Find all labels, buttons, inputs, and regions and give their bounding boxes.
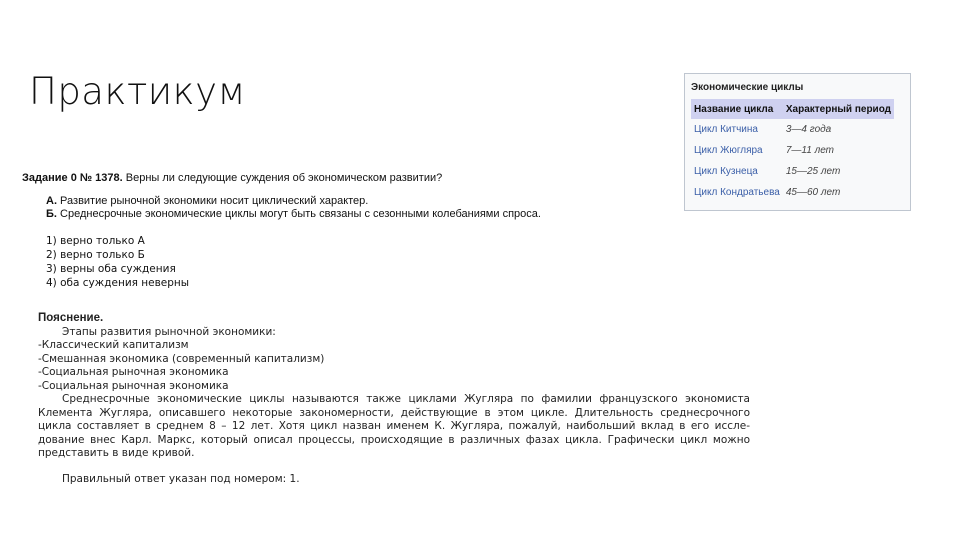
stage-item: -Социальная рыночная экономика [38, 379, 229, 392]
table-row [691, 119, 894, 140]
task-question: Верны ли следующие суждения об экономическом развитии? [122, 172, 443, 184]
table-header-row [691, 99, 894, 119]
header-cycle-name: Название цикла [691, 99, 783, 119]
cycle-name-link[interactable]: Цикл Кузнеца [694, 166, 758, 177]
cycle-name-link[interactable]: Цикл Жюгляра [694, 145, 763, 156]
answer-options [22, 234, 622, 290]
explanation-paragraph: Среднесрочные экономические циклы называются также циклами Жугляра по фамилии французского экономиста Клемента Жугляра, описавшего некоторые закономерности, действующие в этом цикле. Длительность среднесрочного цикла составляет в среднем 8 – 12 лет. Хотя цикл назван именем К. Жугляра, пожалуй, наибольший вклад в его исследование внес Карл. Маркс, который описал процессы, происходящие в различных фазах цикла. Графически цикл можно представить в виде кривой. [38, 393, 750, 459]
answer-option: 4) оба суждения неверны [46, 276, 190, 289]
explanation-block [38, 312, 750, 486]
stage-item: -Социальная рыночная экономика [38, 366, 229, 378]
economic-cycles-table [691, 99, 894, 203]
statement-a-label: А. [46, 194, 57, 207]
header-period: Характерный период [783, 99, 894, 119]
task-question-line [22, 172, 622, 186]
stage-item: -Смешанная экономика (современный капитализм) [38, 352, 325, 365]
table-caption: Экономические циклы [691, 82, 804, 93]
cycle-name-link[interactable]: Цикл Китчина [694, 124, 758, 135]
final-answer: Правильный ответ указан под номером: 1. [62, 472, 300, 485]
cycle-period: 45—60 лет [785, 187, 841, 198]
cycle-name-link[interactable]: Цикл Кондратьева [694, 187, 780, 198]
cycle-period: 7—11 лет [785, 145, 834, 156]
stage-item: -Классический капитализм [38, 339, 189, 351]
task-number: Задание 0 № 1378. [22, 172, 123, 184]
statement-b-text: Среднесрочные экономические циклы могут быть связаны с сезонными колебаниями спроса. [56, 208, 541, 220]
statement-a-text: Развитие рыночной экономики носит циклический характер. [57, 194, 369, 207]
answer-option: 2) верно только Б [46, 248, 145, 261]
answer-option: 3) верны оба суждения [46, 262, 176, 275]
explanation-heading: Пояснение. [38, 312, 104, 324]
answer-option: 1) верно только А [46, 234, 145, 247]
cycle-period: 15—25 лет [785, 166, 841, 177]
table-row [691, 161, 894, 182]
statement-a [22, 195, 622, 209]
slide-title: Практикум [29, 70, 246, 113]
economic-cycles-table-box [684, 73, 911, 211]
task-block [22, 172, 622, 290]
table-row [691, 140, 894, 161]
stages-title: Этапы развития рыночной экономики: [62, 325, 276, 338]
cycle-period: 3—4 года [785, 124, 832, 135]
table-row [691, 182, 894, 203]
statement-b [22, 208, 622, 222]
statement-b-label: Б. [46, 208, 57, 220]
